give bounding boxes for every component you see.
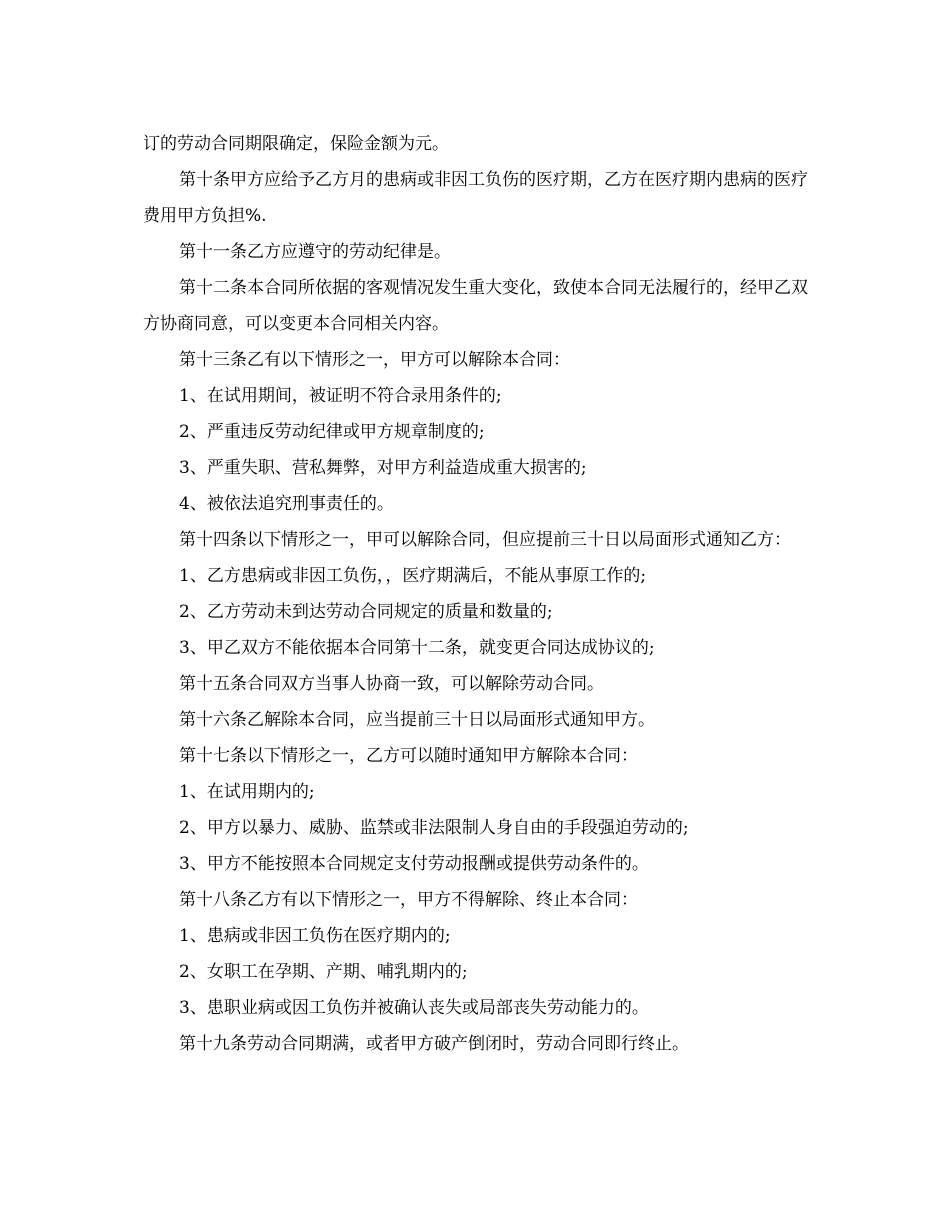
list-item: 3、严重失职、营私舞弊，对甲方利益造成重大损害的; [179, 458, 587, 478]
clause-15: 第十五条合同双方当事人协商一致，可以解除劳动合同。 [179, 674, 604, 694]
list-item: 2、乙方劳动未到达劳动合同规定的质量和数量的; [179, 602, 553, 622]
list-item: 3、患职业病或因工负伤并被确认丧失或局部丧失劳动能力的。 [179, 998, 649, 1018]
clause-13: 第十三条乙有以下情形之一，甲方可以解除本合同： [179, 350, 570, 370]
clause-16: 第十六条乙解除本合同，应当提前三十日以局面形式通知甲方。 [179, 710, 655, 730]
clause-18: 第十八条乙方有以下情形之一，甲方不得解除、终止本合同： [179, 890, 638, 910]
clause-10: 第十条甲方应给予乙方月的患病或非因工负伤的医疗期，乙方在医疗期内患病的医疗费用甲方负担%. [143, 170, 808, 226]
list-item: 2、严重违反劳动纪律或甲方规章制度的; [179, 422, 485, 442]
clause-12: 第十二条本合同所依据的客观情况发生重大变化，致使本合同无法履行的，经甲乙双方协商同意，可以变更本合同相关内容。 [143, 278, 808, 334]
clause-11: 第十一条乙方应遵守的劳动纪律是。 [179, 242, 451, 262]
list-item: 2、甲方以暴力、威胁、监禁或非法限制人身自由的手段强迫劳动的; [179, 818, 689, 838]
clause-17: 第十七条以下情形之一，乙方可以随时通知甲方解除本合同： [179, 746, 638, 766]
clause-19: 第十九条劳动合同期满，或者甲方破产倒闭时，劳动合同即行终止。 [179, 1034, 689, 1054]
list-item: 1、在试用期内的; [179, 782, 315, 802]
list-item: 1、在试用期间，被证明不符合录用条件的; [179, 386, 502, 406]
list-item: 1、患病或非因工负伤在医疗期内的; [179, 926, 451, 946]
list-item: 3、甲乙双方不能依据本合同第十二条，就变更合同达成协议的; [179, 638, 655, 658]
clause-14: 第十四条以下情形之一，甲可以解除合同，但应提前三十日以局面形式通知乙方： [179, 530, 791, 550]
list-item: 2、女职工在孕期、产期、哺乳期内的; [179, 962, 468, 982]
list-item: 4、被依法追究刑事责任的。 [179, 494, 394, 514]
paragraph: 订的劳动合同期限确定，保险金额为元。 [143, 134, 449, 154]
list-item: 3、甲方不能按照本合同规定支付劳动报酬或提供劳动条件的。 [179, 854, 649, 874]
document-body [143, 126, 813, 1062]
list-item: 1、乙方患病或非因工负伤，，医疗期满后，不能从事原工作的; [179, 566, 647, 586]
